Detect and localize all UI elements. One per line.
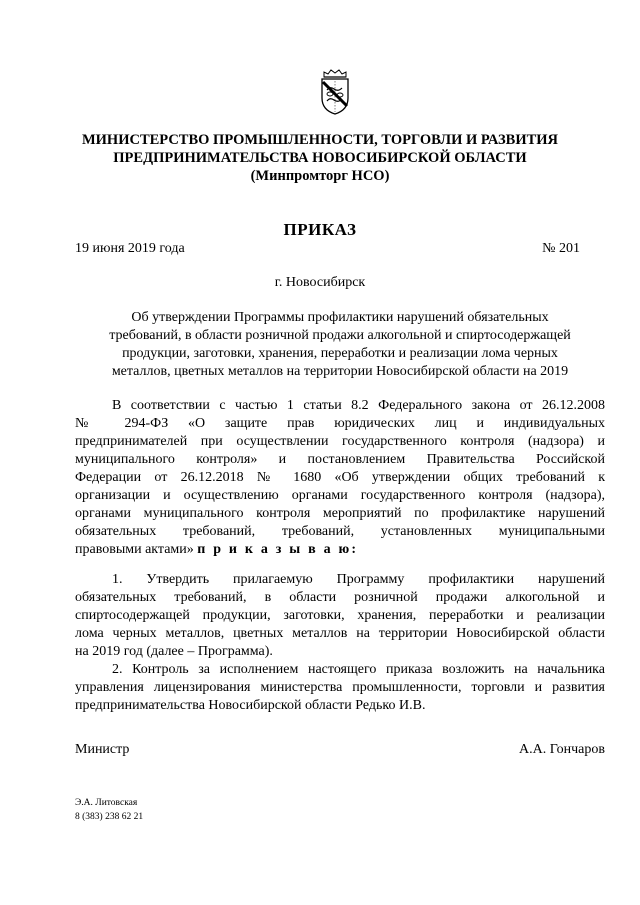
item-1-line: спиртосодержащей продукции, заготовки, хранения, переработки и реализации <box>75 608 605 623</box>
item-2-line: управления лицензирования министерства промышленности, торговли и развития <box>75 680 605 695</box>
ministry-name-line-1: МИНИСТЕРСТВО ПРОМЫШЛЕННОСТИ, ТОРГОВЛИ И РАЗВИТИЯ <box>81 132 559 148</box>
signatory-position: Министр <box>75 742 130 757</box>
item-2-line: 2. Контроль за исполнением настоящего приказа возложить на начальника <box>112 662 605 677</box>
preamble-line: Федерации от 26.12.2018 № 1680 «Об утверждении общих требований к <box>75 470 605 485</box>
order-number: № 201 <box>542 241 580 256</box>
preamble-line: предпринимателей при осуществлении государственного контроля (надзора) и <box>75 434 605 449</box>
executor-phone: 8 (383) 238 62 21 <box>75 812 144 822</box>
subject-line: Об утверждении Программы профилактики нарушений обязательных <box>131 310 549 325</box>
coat-of-arms-icon <box>318 68 352 116</box>
document-title: ПРИКАЗ <box>283 220 357 239</box>
subject-line: металлов, цветных металлов на территории Новосибирской области на 2019 <box>111 364 569 379</box>
item-1-last-line: на 2019 год (далее – Программа). <box>75 644 273 659</box>
preamble-line: обязательных требований, требований, установленных муниципальными <box>75 524 605 539</box>
preamble-line: № 294-ФЗ «О защите прав юридических лиц и индивидуальных <box>75 416 605 431</box>
order-word: п р и к а з ы в а ю: <box>197 542 359 557</box>
item-2-last-line: предпринимательства Новосибирской области Редько И.В. <box>75 698 426 713</box>
order-date: 19 июня 2019 года <box>75 241 185 256</box>
preamble-line: В соответствии с частью 1 статьи 8.2 Федерального закона от 26.12.2008 <box>112 398 605 413</box>
order-city: г. Новосибирск <box>274 275 366 290</box>
subject-line: продукции, заготовки, хранения, переработки и реализации лома черных <box>122 346 558 361</box>
item-1-line: обязательных требований, в области розничной продажи алкогольной и <box>75 590 605 605</box>
ministry-short-name: (Минпромторг НСО) <box>250 168 390 184</box>
executor-name: Э.А. Литовская <box>75 798 138 808</box>
signatory-name: А.А. Гончаров <box>519 742 605 757</box>
preamble-line: органами муниципального контроля мероприятий по профилактике нарушений <box>75 506 605 521</box>
subject-line: требований, в области розничной продажи алкогольной и спиртосодержащей <box>109 328 571 343</box>
item-1-line: 1. Утвердить прилагаемую Программу профилактики нарушений <box>112 572 605 587</box>
preamble-line: организации и осуществлению органами государственного контроля (надзора), <box>75 488 605 503</box>
preamble-line: муниципального контроля» и постановлением Правительства Российской <box>75 452 605 467</box>
preamble-last-text: правовыми актами» <box>75 542 194 557</box>
preamble-last-line <box>75 541 358 559</box>
item-1-line: лома черных металлов, цветных металлов на территории Новосибирской области <box>75 626 605 641</box>
ministry-name-line-2: ПРЕДПРИНИМАТЕЛЬСТВА НОВОСИБИРСКОЙ ОБЛАСТИ <box>113 150 527 166</box>
